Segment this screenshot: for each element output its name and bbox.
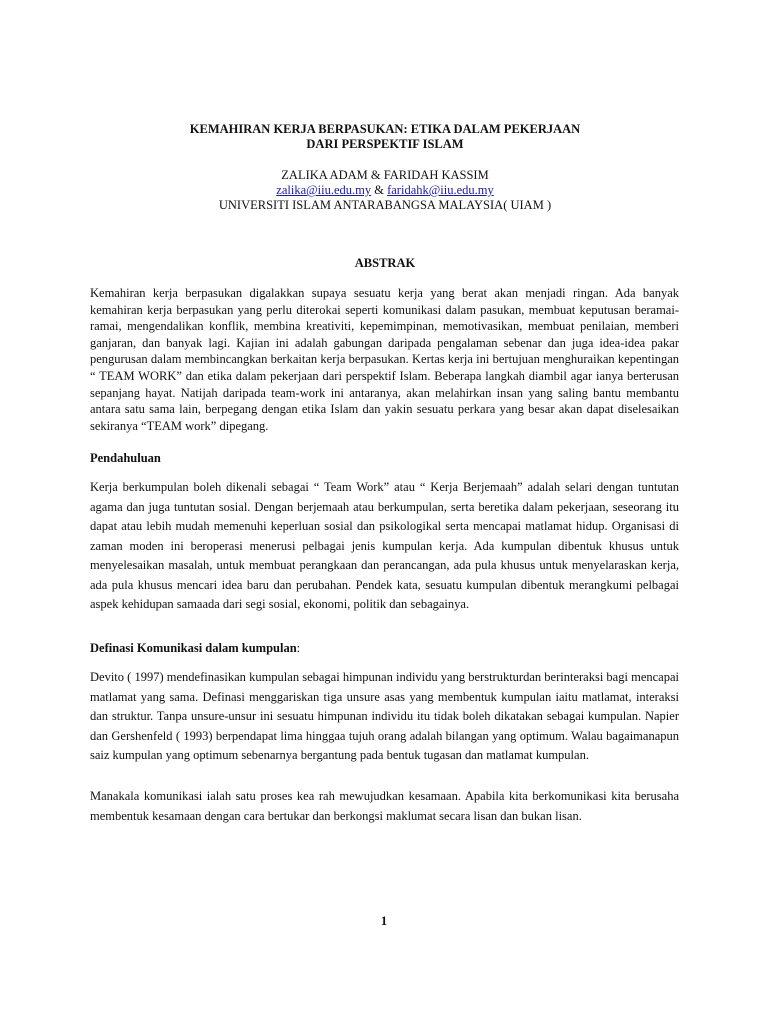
affiliation: UNIVERSITI ISLAM ANTARABANGSA MALAYSIA( UIAM ) [218, 198, 552, 212]
email-link-2[interactable]: faridahk@iiu.edu.my [387, 183, 494, 197]
definasi-heading-colon: : [296, 641, 301, 655]
pendahuluan-heading: Pendahuluan [90, 451, 161, 465]
definasi-heading-text: Definasi Komunikasi dalam kumpulan [90, 641, 297, 655]
definasi-para-1: Devito ( 1997) mendefinasikan kumpulan sebagai himpunan individu yang berstrukturdan berinteraksi bagi mencapai matlamat yang sama. Definasi menggariskan tiga unsure asas yang membentuk kumpulan iaitu matlamat, interaksi dan struktur. Tanpa unsure-unsur ini sesuatu himpunan individu itu tidak boleh dikatakan sebagai kumpulan. Napier dan Gershenfeld ( 1993) berpendapat lima hinggaa tujuh orang adalah bilangan yang optimum. Walau bagaimanapun saiz kumpulan yang optimum sebenarnya bergantung pada bentuk tugasan dan matlamat kumpulan. [90, 670, 679, 762]
abstract-heading: ABSTRAK [354, 256, 416, 270]
email-link-1[interactable]: zalika@iiu.edu.my [276, 183, 372, 197]
title-line-2: DARI PERSPEKTIF ISLAM [306, 137, 464, 151]
paper-title [90, 122, 680, 152]
title-line-1: KEMAHIRAN KERJA BERPASUKAN: ETIKA DALAM PEKERJAAN [189, 122, 581, 136]
definasi-para-2: Manakala komunikasi ialah satu proses kea rah mewujudkan kesamaan. Apabila kita berkomunikasi kita berusaha membentuk kesamaan dengan cara bertukar dan berkongsi maklumat secara lisan dan bukan lisan. [90, 789, 679, 823]
email-separator: & [371, 183, 388, 197]
pendahuluan-text: Kerja berkumpulan boleh dikenali sebagai “ Team Work” atau “ Kerja Berjemaah” adalah selari dengan tuntutan agama dan juga tuntutan sosial. Dengan berjemaah atau berkumpulan, serta beretika dalam pekerjaan, seseorang itu dapat atau lebih mudah memenuhi keperluan sosial dan psikologikal serta mencapai matlamat hidup. Organisasi di zaman moden ini beroperasi menerusi pelbagai jenis kumpulan kerja. Ada kumpulan dibentuk khusus untuk menyelesaikan masalah, untuk membuat perangkaan dan perancangan, ada pula khusus untuk menyelaraskan kerja, ada pula khusus mencari idea baru dan perubahan. Pendek kata, sesuatu kumpulan dibentuk merangkumi pelbagai aspek kehidupan samaada dari segi sosial, ekonomi, politik dan sebagainya. [90, 480, 679, 611]
page-number: 1 [380, 914, 388, 928]
definasi-heading [90, 641, 300, 656]
title-block [90, 122, 680, 213]
authors: ZALIKA ADAM & FARIDAH KASSIM [281, 168, 489, 182]
author-emails [90, 183, 680, 198]
abstract-text: Kemahiran kerja berpasukan digalakkan supaya sesuatu kerja yang berat akan menjadi ringan. Ada banyak kemahiran kerja berpasukan yang perlu diterokai seperti komunikasi dalam pasukan, membuat keputusan beramai-ramai, mengendalikan konflik, membina kreativiti, kepemimpinan, memotivasikan, membuat penilaian, memberi ganjaran, dan banyak lagi. Kajian ini adalah gabungan daripada pengalaman sebenar dan juga idea-idea pakar pengurusan dalam membincangkan berkaitan kerja berpasukan. Kertas kerja ini bertujuan menghuraikan kepentingan “ TEAM WORK” dan etika dalam pekerjaan dari perspektif Islam. Beberapa langkah diambil agar ianya berterusan sepanjang hayat. Natijah daripada team-work ini antaranya, akan melahirkan insan yang saling bantu membantu antara satu sama lain, berpegang dengan etika Islam dan yakin sesuatu perkara yang besar akan dapat diselesaikan sekiranya “TEAM work” dipegang. [90, 286, 679, 433]
